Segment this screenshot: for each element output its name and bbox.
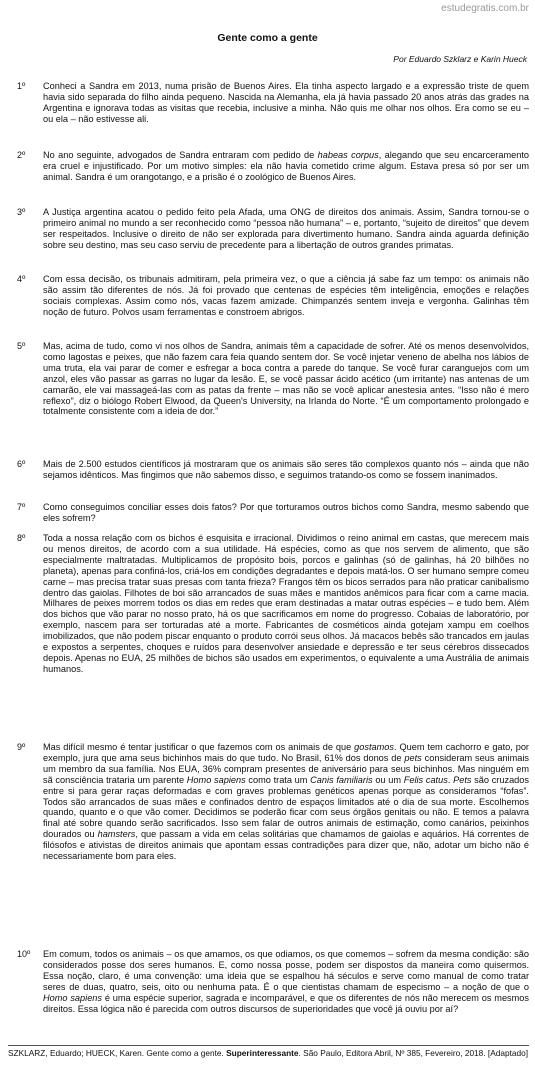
paragraph-text: Mas, acima de tudo, como vi nos olhos de Sandra, animais têm a capacidade de sofrer. Até os menos desenvolvidos, como lagostas e peixes, que não fazem cara feia quando sentem dor. Se você injetar veneno de abelha nos lábios de uma truta, ela vai parar de comer e esfregar a boca contra a parede do tanque. Se você furar caranguejos com um anzol, eles vão passar as garras no lugar da lesão. E, se você passar ácido acético (um irritante) nas antenas de um camarão, ele vai massageá-las com as patas da frente – mas não se você aplicar anestesia antes. “Isso não é mero reflexo”, diz o biólogo Robert Elwood, da Queen's University, na Irlanda do Norte. “É um comportamento prolongado e totalmente consistente com a ideia de dor.” <box>43 341 529 417</box>
paragraph-text: Com essa decisão, os tribunais admitiram, pela primeira vez, o que a ciência já sabe faz um tempo: os animais não são assim tão diferentes de nós. Já foi provado que centenas de espécies têm inteligência, emoções e relações sociais complexas. Assim como nós, vacas fazem amizade. Chimpanzés sentem inveja e vergonha. Galinhas têm noção de futuro. Polvos usam ferramentas e constroem abrigos. <box>43 274 529 317</box>
article-byline: Por Eduardo Szklarz e Karin Hueck <box>393 54 527 64</box>
paragraph-text: Mais de 2.500 estudos científicos já mostraram que os animais são seres tão complexos quanto nós – ainda que não sejamos idênticos. Mas fingimos que não sabemos disso, e seguimos tratando-os como se fossem inanimados. <box>43 459 529 480</box>
paragraph-text: Mas difícil mesmo é tentar justificar o que fazemos com os animais de que gostamos. Quem tem cachorro e gato, por exemplo, jura que ama seus bichinhos mais do que tudo. No Brasil, 61% dos donos de pets consideram seus animais um membro da sua família. Nos EUA, 36% compram presentes de aniversário para seus bichinhos. Mas ninguém em sã consciência trataria um parente Homo sapiens como trata um Canis familiaris ou um Felis catus. Pets são cruzados entre si para gerar raças deformadas e com graves problemas genéticos apenas porque as consideramos “fofas”. Todos são arrancados de suas mães e confinados dentro de espaços limitados até o dia de sua morte. Escolhemos quando, quanto e o que vão comer. Decidimos se poderão ficar com seus órgãos genitais ou não. E temos a palavra final até sobre quando serão sacrificados. Isso sem falar de outros animais de estimação, como canários, peixinhos dourados ou hamsters, que passam a vida em celas solitárias que chamamos de gaiolas e aquários. Há correntes de filósofos e ativistas de direitos animais que apontam essas contradições para dizer que, não, adotar um bicho não é necessariamente bom para eles. <box>43 742 529 862</box>
paragraph-number: 1º <box>17 81 26 91</box>
paragraph-number: 6º <box>17 459 26 469</box>
source-citation: SZKLARZ, Eduardo; HUECK, Karen. Gente como a gente. Superinteressante. São Paulo, Editora Abril, Nº 385, Fevereiro, 2018. [Adaptado] <box>8 1048 529 1058</box>
paragraph-text: Conheci a Sandra em 2013, numa prisão de Buenos Aires. Ela tinha aspecto largado e a expressão triste de quem havia sido separada do filho ainda pequeno. Nascida na Alemanha, ela já havia passado 20 anos atrás das grades na Argentina e ignorava todas as visitas que recebia, inclusive a minha. Não quis me olhar nos olhos. Era como se eu – ou ela – não estivesse ali. <box>43 81 529 124</box>
paragraph-number: 8º <box>17 533 26 543</box>
paragraph-number: 4º <box>17 274 26 284</box>
paragraph-number: 10º <box>17 949 31 959</box>
article-title: Gente como a gente <box>217 32 318 44</box>
paragraph-number: 7º <box>17 502 26 512</box>
source-divider <box>8 1045 529 1046</box>
paragraph-number: 2º <box>17 150 26 160</box>
paragraph-text: Em comum, todos os animais – os que amamos, os que odiamos, os que comemos – sofrem da mesma condição: são considerados posse dos seres humanos. E, como nossa posse, podem ser dispostos da maneira como quisermos. Essa noção, claro, é uma convenção: uma ideia que se espalhou há séculos e serve como manual de como tratar seres de duas, quatro, seis, oito ou nenhuma pata. É o que cientistas chamam de especismo – a noção de que o Homo sapiens é uma espécie superior, sagrada e incomparável, e que os diferentes de nós não merecem os mesmos direitos. Essa lógica não é parecida com outros discursos de superioridades que você já ouviu por aí? <box>43 949 530 1014</box>
site-watermark: estudegratis.com.br <box>441 3 529 14</box>
paragraph-text: No ano seguinte, advogados de Sandra entraram com pedido de habeas corpus, alegando que seu encarceramento era cruel e injustificado. Por um motivo simples: ela não havia cometido crime algum. Estava presa só por ser um animal. Sandra é um orangotango, e a prisão é o zoológico de Buenos Aires. <box>43 150 529 182</box>
paragraph-text: Como conseguimos conciliar esses dois fatos? Por que torturamos outros bichos como Sandra, mesmo sabendo que eles sofrem? <box>43 502 529 523</box>
paragraph-number: 3º <box>17 207 26 217</box>
paragraph-text: A Justiça argentina acatou o pedido feito pela Afada, uma ONG de direitos dos animais. Assim, Sandra tornou-se o primeiro animal no mundo a ser reconhecido como “pessoa não humana” – e, portanto, “sujeito de direitos” que devem ser respeitados. Inclusive o direito de não ser explorada para divertimento humano. Sandra ainda aguarda definição sobre seu destino, mas seu caso serviu de precedente para a libertação de outros grandes primatas. <box>43 207 529 250</box>
paragraph-text: Toda a nossa relação com os bichos é esquisita e irracional. Dividimos o reino animal em castas, que merecem mais ou menos direitos, de acordo com a sua utilidade. Há espécies, como as que nos servem de alimento, que são especialmente maltratadas. Multiplicamos de propósito bois, porcos e galinhas (só de galinhas, há 20 bilhões no planeta), apenas para confiná-los, criá-los em condições degradantes e depois matá-los. O ser humano sempre comeu carne – mas precisa tratar suas presas com tanta frieza? Frangos têm os bicos serrados para não praticar canibalismo dentro das gaiolas. Filhotes de boi são arrancados de suas mães e mantidos anêmicos para ficar com a carne macia. Milhares de peixes morrem todos os dias em redes que eram destinadas a matar outras espécies – e tudo bem. Além dos bichos que vão parar no nosso prato, há os que sacrificamos em nome do progresso. Cobaias de laboratório, por exemplo, nascem para ser torturadas até a morte. Fabricantes de cosméticos ainda gotejam xampu em coelhos imobilizados, que não podem piscar enquanto o produto corrói seus olhos. Já macacos bebês são trancados em jaulas e expostos a serpentes, choques e ruídos para desenvolver ansiedade e depressão e ter seus cérebros dissecados depois. Apenas no EUA, 25 milhões de bichos são usados em experimentos, o equivalente a uma Austrália de animais humanos. <box>43 533 529 674</box>
paragraph-number: 5º <box>17 341 26 351</box>
paragraph-number: 9º <box>17 742 26 752</box>
